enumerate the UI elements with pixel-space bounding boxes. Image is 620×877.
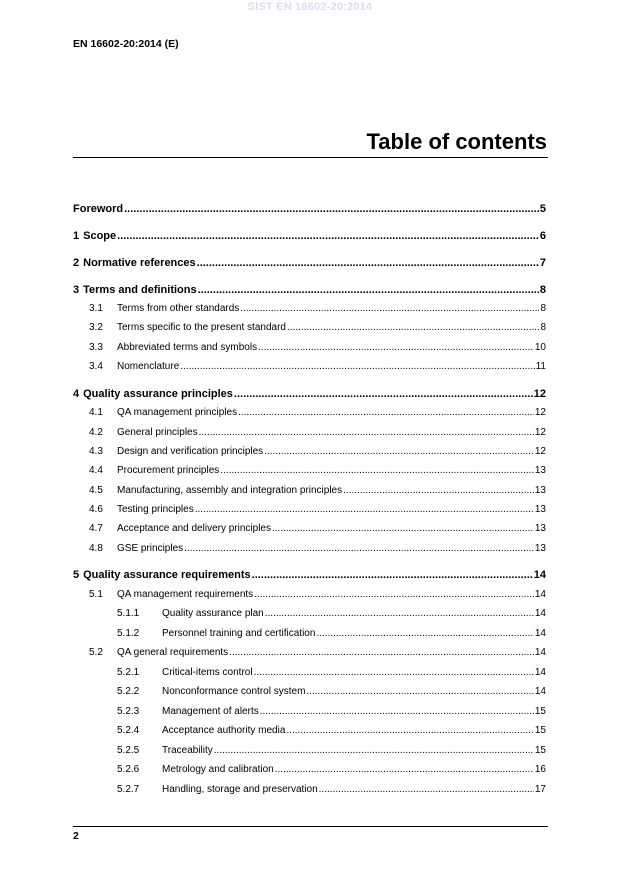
toc-entry[interactable]: [73, 465, 546, 479]
toc-entry-title: Terms specific to the present standard: [117, 322, 286, 333]
toc-entry-page: 12: [534, 446, 546, 457]
toc-entry-title: QA management requirements: [117, 589, 254, 600]
toc-entry[interactable]: [73, 504, 546, 518]
toc-entry[interactable]: [73, 303, 546, 317]
toc-entry-title: Quality assurance plan: [162, 608, 264, 619]
toc-entry-title: Nomenclature: [117, 361, 180, 372]
toc-entry[interactable]: [73, 725, 546, 739]
toc-entry-title: Foreword: [73, 203, 124, 215]
toc-entry[interactable]: [73, 667, 546, 681]
toc-entry-title: Testing principles: [117, 504, 194, 515]
toc-entry[interactable]: [73, 230, 546, 244]
toc-leader-dots: [254, 589, 534, 600]
toc-entry-number: 4.3: [89, 446, 103, 457]
toc-entry[interactable]: [73, 284, 546, 298]
toc-entry-page: 6: [539, 230, 546, 242]
page-number: 2: [73, 830, 79, 842]
toc-entry-number: 3.2: [89, 322, 103, 333]
toc-leader-dots: [234, 388, 533, 400]
toc-entry-title: Personnel training and certification: [162, 628, 316, 639]
toc-entry-page: 12: [534, 407, 546, 418]
toc-leader-dots: [343, 485, 534, 496]
toc-leader-dots: [286, 725, 533, 736]
toc-entry-title: Manufacturing, assembly and integration principles: [117, 485, 343, 496]
toc-entry-page: 5: [539, 203, 546, 215]
toc-entry[interactable]: [73, 589, 546, 603]
toc-entry[interactable]: [73, 608, 546, 622]
title-divider: [73, 157, 548, 158]
toc-entry[interactable]: [73, 407, 546, 421]
toc-entry-page: 13: [534, 523, 546, 534]
document-id-header: EN 16602-20:2014 (E): [73, 38, 179, 50]
toc-entry-page: 8: [540, 303, 546, 314]
toc-entry-number: 5.2.4: [117, 725, 140, 736]
toc-entry[interactable]: [73, 203, 546, 217]
toc-entry[interactable]: [73, 446, 546, 460]
watermark: SIST EN 16602-20:2014: [247, 1, 373, 13]
toc-entry-number: 3.1: [89, 303, 103, 314]
toc-entry-title: Acceptance and delivery principles: [117, 523, 271, 534]
toc-entry-title: Abbreviated terms and symbols: [117, 342, 258, 353]
toc-entry-number: 5.2.5: [117, 745, 140, 756]
toc-entry[interactable]: [73, 322, 546, 336]
toc-entry[interactable]: [73, 361, 546, 375]
toc-entry[interactable]: [73, 706, 546, 720]
toc-entry-page: 14: [533, 569, 546, 581]
toc-entry-number: 4.5: [89, 485, 103, 496]
toc-entry-page: 8: [540, 322, 546, 333]
toc-entry-title: Design and verification principles: [117, 446, 264, 457]
toc-entry-title: General principles: [117, 427, 198, 438]
toc-leader-dots: [220, 465, 534, 476]
toc-leader-dots: [180, 361, 534, 372]
toc-leader-dots: [117, 230, 539, 242]
toc-leader-dots: [214, 745, 534, 756]
toc-leader-dots: [319, 784, 534, 795]
toc-leader-dots: [238, 407, 534, 418]
toc-entry-title: Quality assurance principles: [83, 388, 233, 400]
toc-entry[interactable]: [73, 647, 546, 661]
toc-leader-dots: [184, 543, 534, 554]
toc-entry-number: 5.2.1: [117, 667, 140, 678]
toc-entry[interactable]: [73, 745, 546, 759]
toc-entry-number: 4.7: [89, 523, 103, 534]
toc-entry-page: 15: [534, 725, 546, 736]
toc-entry-number: 5.2: [89, 647, 103, 658]
toc-entry-page: 15: [534, 745, 546, 756]
toc-leader-dots: [195, 504, 534, 515]
toc-entry-number: 5.2.3: [117, 706, 140, 717]
toc-leader-dots: [316, 628, 533, 639]
toc-leader-dots: [199, 427, 534, 438]
toc-leader-dots: [272, 523, 534, 534]
toc-entry-title: Management of alerts: [162, 706, 259, 717]
toc-entry[interactable]: [73, 543, 546, 557]
toc-entry-title: Terms and definitions: [83, 284, 197, 296]
toc-entry-number: 5.1.1: [117, 608, 140, 619]
toc-entry-page: 7: [539, 257, 546, 269]
toc-entry-page: 10: [534, 342, 546, 353]
toc-leader-dots: [229, 647, 534, 658]
footer-divider: [73, 826, 548, 827]
toc-entry[interactable]: [73, 342, 546, 356]
toc-leader-dots: [260, 706, 534, 717]
toc-entry-page: 14: [534, 628, 546, 639]
toc-entry-title: Procurement principles: [117, 465, 220, 476]
toc-entry-number: 2: [73, 257, 80, 269]
toc-entry-number: 5.2.6: [117, 764, 140, 775]
toc-entry[interactable]: [73, 257, 546, 271]
toc-entry-page: 13: [534, 485, 546, 496]
toc-entry[interactable]: [73, 784, 546, 798]
toc-entry-page: 12: [534, 427, 546, 438]
toc-entry-number: 3.4: [89, 361, 103, 372]
toc-entry[interactable]: [73, 485, 546, 499]
toc-leader-dots: [258, 342, 534, 353]
toc-entry-title: Nonconformance control system: [162, 686, 306, 697]
toc-leader-dots: [287, 322, 539, 333]
toc-entry-number: 4: [73, 388, 80, 400]
toc-leader-dots: [240, 303, 539, 314]
toc-leader-dots: [124, 203, 539, 215]
toc-entry-number: 3.3: [89, 342, 103, 353]
toc-entry-title: Normative references: [83, 257, 196, 269]
toc-entry-title: QA general requirements: [117, 647, 229, 658]
toc-entry-page: 12: [533, 388, 546, 400]
toc-entry-page: 14: [534, 608, 546, 619]
toc-entry-page: 16: [534, 764, 546, 775]
toc-entry-page: 14: [534, 686, 546, 697]
toc-entry-page: 13: [534, 504, 546, 515]
toc-entry[interactable]: [73, 628, 546, 642]
toc-entry-number: 4.1: [89, 407, 103, 418]
toc-entry-page: 11: [535, 361, 546, 372]
toc-entry-page: 14: [534, 589, 546, 600]
toc-entry-title: Traceability: [162, 745, 213, 756]
toc-entry-title: Terms from other standards: [117, 303, 240, 314]
toc-entry-title: Critical-items control: [162, 667, 253, 678]
toc-entry-number: 5.1.2: [117, 628, 140, 639]
toc-entry[interactable]: [73, 569, 546, 583]
toc-entry-number: 5.2.2: [117, 686, 140, 697]
toc-entry-number: 5: [73, 569, 80, 581]
toc-entry-title: QA management principles: [117, 407, 238, 418]
toc-entry-page: 14: [534, 647, 546, 658]
toc-entry-number: 1: [73, 230, 80, 242]
toc-entry-number: 3: [73, 284, 80, 296]
toc-entry[interactable]: [73, 523, 546, 537]
toc-leader-dots: [197, 257, 539, 269]
toc-entry-number: 5.1: [89, 589, 103, 600]
toc-leader-dots: [252, 569, 533, 581]
toc-leader-dots: [198, 284, 539, 296]
toc-leader-dots: [265, 608, 534, 619]
toc-entry-page: 17: [534, 784, 546, 795]
toc-entry-title: Acceptance authority media: [162, 725, 286, 736]
page-title: Table of contents: [366, 129, 547, 154]
toc-entry-title: GSE principles: [117, 543, 184, 554]
toc-entry-page: 13: [534, 543, 546, 554]
toc-leader-dots: [306, 686, 533, 697]
toc-entry[interactable]: [73, 388, 546, 402]
toc-entry-title: Scope: [83, 230, 117, 242]
toc-entry[interactable]: [73, 686, 546, 700]
toc-entry-page: 13: [534, 465, 546, 476]
toc-entry-number: 4.8: [89, 543, 103, 554]
toc-entry-page: 15: [534, 706, 546, 717]
toc-entry-title: Handling, storage and preservation: [162, 784, 318, 795]
toc-entry-page: 14: [534, 667, 546, 678]
toc-leader-dots: [264, 446, 534, 457]
toc-entry-number: 4.2: [89, 427, 103, 438]
toc-leader-dots: [254, 667, 534, 678]
toc-entry-number: 4.4: [89, 465, 103, 476]
toc-entry[interactable]: [73, 764, 546, 778]
toc-entry-number: 5.2.7: [117, 784, 140, 795]
toc-entry-page: 8: [539, 284, 546, 296]
toc-entry-title: Quality assurance requirements: [83, 569, 251, 581]
toc-leader-dots: [275, 764, 534, 775]
toc-entry-title: Metrology and calibration: [162, 764, 274, 775]
toc-entry-number: 4.6: [89, 504, 103, 515]
toc-entry[interactable]: [73, 427, 546, 441]
